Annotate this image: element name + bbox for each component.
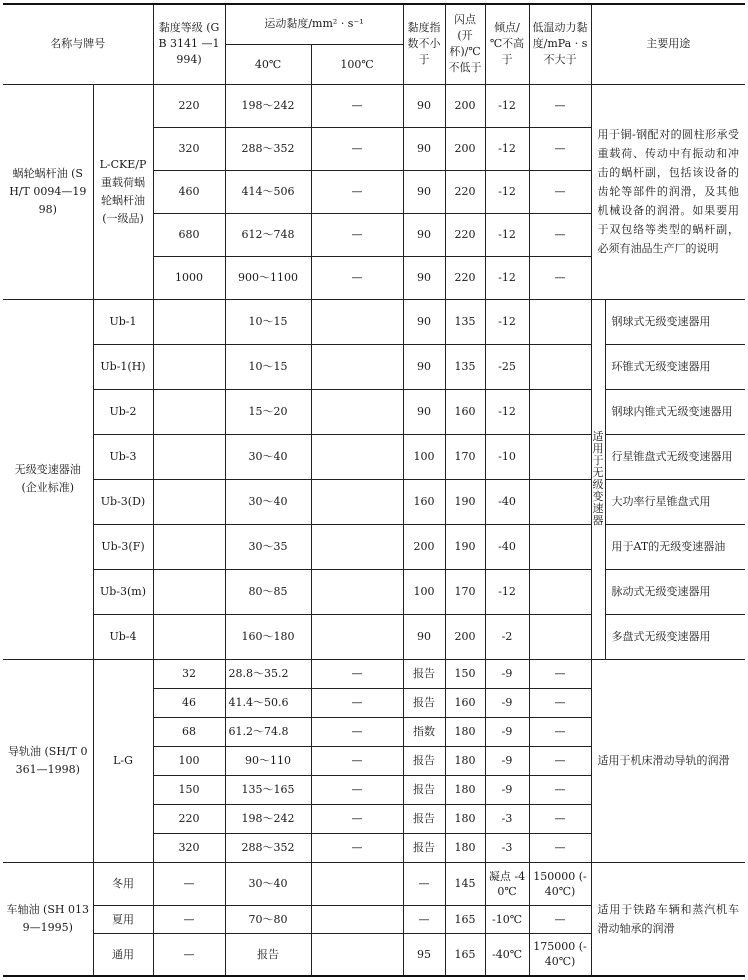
cell-pour: -12 (485, 389, 529, 434)
cell-pour: -9 (485, 746, 529, 775)
table-row (3, 299, 745, 344)
cell-low (529, 524, 591, 569)
section-name-worm: 蜗轮蜗杆油 (SH/T 0094—1998) (3, 84, 93, 299)
use-axle: 适用于铁路车辆和蒸汽机车滑动轴承的润滑 (591, 862, 745, 976)
section-name-axle: 车轴油 (SH 0139—1995) (3, 862, 93, 976)
header-temp-40: 40℃ (225, 44, 311, 84)
cell-flash: 180 (445, 804, 485, 833)
cell-vi: 95 (403, 933, 445, 976)
header-temp-100: 100℃ (311, 44, 403, 84)
cell-vi: 90 (403, 84, 445, 127)
cell-v100 (311, 905, 403, 933)
cell-pour: 凝点 -40℃ (485, 862, 529, 905)
cell-v40: 41.4～50.6 (225, 688, 311, 717)
cell-vi: 100 (403, 434, 445, 479)
cell-pour: -40℃ (485, 933, 529, 976)
cell-vi: 90 (403, 127, 445, 170)
cell-low (529, 344, 591, 389)
cell-flash: 220 (445, 213, 485, 256)
cell-flash: 170 (445, 569, 485, 614)
cell-vi: 指数 (403, 717, 445, 746)
cell-flash: 180 (445, 717, 485, 746)
cell-low: 150000 (-40℃) (529, 862, 591, 905)
cell-v100: — (311, 775, 403, 804)
cell-flash: 220 (445, 256, 485, 299)
cell-low: — (529, 775, 591, 804)
cell-use: 大功率行星锥盘式用 (605, 479, 745, 524)
cell-use: 行星锥盘式无级变速器用 (605, 434, 745, 479)
cell-low: — (529, 127, 591, 170)
cell-low (529, 389, 591, 434)
cell-low: 175000 (-40℃) (529, 933, 591, 976)
cell-pour: -12 (485, 256, 529, 299)
table-row (3, 569, 745, 614)
cell-low: — (529, 213, 591, 256)
cell-grade: 460 (153, 170, 225, 213)
header-viscosity-index: 黏度指数不小于 (403, 4, 445, 84)
header-flash-point: 闪点(开杯)/℃不低于 (445, 4, 485, 84)
cell-flash: 165 (445, 933, 485, 976)
cell-low (529, 614, 591, 659)
cell-v40: 报告 (225, 933, 311, 976)
cell-low: — (529, 170, 591, 213)
cell-v100: — (311, 213, 403, 256)
section-name-guide: 导轨油 (SH/T 0361—1998) (3, 659, 93, 862)
cell-grade: 46 (153, 688, 225, 717)
cell-grade: 220 (153, 84, 225, 127)
table-row (3, 614, 745, 659)
cell-flash: 180 (445, 746, 485, 775)
cell-vi: 90 (403, 213, 445, 256)
cell-pour: -25 (485, 344, 529, 389)
cell-grade (153, 569, 225, 614)
header-viscosity-grade: 黏度等级 (GB 3141 —1994) (153, 4, 225, 84)
cell-pour: -12 (485, 127, 529, 170)
cell-pour: -9 (485, 717, 529, 746)
cell-v40: 30～40 (225, 862, 311, 905)
cell-v40: 288～352 (225, 127, 311, 170)
cell-flash: 190 (445, 479, 485, 524)
cell-vi: 90 (403, 170, 445, 213)
cell-pour: -9 (485, 659, 529, 688)
cell-pour: -12 (485, 569, 529, 614)
cell-v40: 30～40 (225, 479, 311, 524)
cell-v100: — (311, 84, 403, 127)
cell-v100: — (311, 804, 403, 833)
cell-brand: 通用 (93, 933, 153, 976)
cell-v40: 135～165 (225, 775, 311, 804)
cell-vi: 报告 (403, 688, 445, 717)
section-name-cvt: 无级变速器油 (企业标准) (3, 299, 93, 659)
cell-v100 (311, 434, 403, 479)
cell-grade: 680 (153, 213, 225, 256)
cell-brand: Ub-4 (93, 614, 153, 659)
brand-guide: L-G (93, 659, 153, 862)
cell-brand: 夏用 (93, 905, 153, 933)
cell-grade: 1000 (153, 256, 225, 299)
cell-grade (153, 614, 225, 659)
cell-brand: Ub-1(H) (93, 344, 153, 389)
cell-v100 (311, 614, 403, 659)
cell-use: 钢球内锥式无级变速器用 (605, 389, 745, 434)
cell-vi: 100 (403, 569, 445, 614)
cell-v40: 15～20 (225, 389, 311, 434)
cell-low: — (529, 833, 591, 862)
cell-v40: 90～110 (225, 746, 311, 775)
cell-pour: -9 (485, 688, 529, 717)
table-row (3, 862, 745, 905)
cell-flash: 150 (445, 659, 485, 688)
cell-brand: Ub-3(m) (93, 569, 153, 614)
cell-pour: -3 (485, 804, 529, 833)
cell-v100: — (311, 688, 403, 717)
header-pour-point: 倾点/℃不高于 (485, 4, 529, 84)
cell-grade (153, 389, 225, 434)
cell-v100: — (311, 746, 403, 775)
cell-vi: 报告 (403, 833, 445, 862)
cell-use: 多盘式无级变速器用 (605, 614, 745, 659)
cell-vi: 报告 (403, 775, 445, 804)
cell-v40: 10～15 (225, 344, 311, 389)
cell-vi: 90 (403, 299, 445, 344)
cell-v100: — (311, 170, 403, 213)
cell-vi: 90 (403, 614, 445, 659)
cell-low: — (529, 717, 591, 746)
cell-pour: -40 (485, 479, 529, 524)
cell-v100: — (311, 256, 403, 299)
cell-pour: -12 (485, 299, 529, 344)
cell-pour: -40 (485, 524, 529, 569)
cell-brand: Ub-2 (93, 389, 153, 434)
cell-pour: -10℃ (485, 905, 529, 933)
cell-low: — (529, 905, 591, 933)
cell-low: — (529, 659, 591, 688)
cell-v100 (311, 933, 403, 976)
cell-flash: 190 (445, 524, 485, 569)
cell-pour: -12 (485, 213, 529, 256)
cell-low (529, 299, 591, 344)
cell-low: — (529, 256, 591, 299)
table-row (3, 389, 745, 434)
cell-flash: 220 (445, 170, 485, 213)
cell-vi: 报告 (403, 804, 445, 833)
cell-v100 (311, 389, 403, 434)
cell-grade: 68 (153, 717, 225, 746)
cell-v100 (311, 862, 403, 905)
cell-grade (153, 524, 225, 569)
cell-vi: 报告 (403, 746, 445, 775)
cell-grade (153, 479, 225, 524)
cell-vi: 90 (403, 389, 445, 434)
cell-pour: -9 (485, 775, 529, 804)
cell-pour: -12 (485, 84, 529, 127)
use-worm: 用于铜-钢配对的圆柱形承受重载荷、传动中有振动和冲击的蜗杆副，包括该设备的齿轮等部件的润滑，及其他机械设备的润滑。如果要用于双包络等类型的蜗杆副，必须有油品生产厂的说明 (591, 84, 745, 299)
table-row (3, 434, 745, 479)
cell-v40: 160～180 (225, 614, 311, 659)
cell-use: 钢球式无级变速器用 (605, 299, 745, 344)
header-name-brand: 名称与牌号 (3, 4, 153, 84)
cell-grade: 220 (153, 804, 225, 833)
cell-use: 环锥式无级变速器用 (605, 344, 745, 389)
cell-low (529, 434, 591, 479)
cell-grade: 32 (153, 659, 225, 688)
cell-flash: 170 (445, 434, 485, 479)
cell-low: — (529, 688, 591, 717)
header-kinematic-viscosity: 运动黏度/mm² · s⁻¹ (225, 4, 403, 44)
cell-low (529, 569, 591, 614)
cell-grade: — (153, 933, 225, 976)
cell-grade (153, 434, 225, 479)
cell-v40: 80～85 (225, 569, 311, 614)
header-main-use: 主要用途 (591, 4, 745, 84)
cell-v100: — (311, 717, 403, 746)
cell-v40: 28.8～35.2 (225, 659, 311, 688)
cell-grade: 320 (153, 127, 225, 170)
cell-v40: 288～352 (225, 833, 311, 862)
cell-v100 (311, 299, 403, 344)
cell-brand: 冬用 (93, 862, 153, 905)
cell-vi: — (403, 905, 445, 933)
table-row (3, 479, 745, 524)
cell-vi: — (403, 862, 445, 905)
cell-pour: -12 (485, 170, 529, 213)
cell-v100 (311, 569, 403, 614)
cell-brand: Ub-3(F) (93, 524, 153, 569)
brand-worm: L-CKE/P 重载荷蜗轮蜗杆油 (一级品) (93, 84, 153, 299)
cell-pour: -3 (485, 833, 529, 862)
table-row (3, 524, 745, 569)
cell-brand: Ub-3 (93, 434, 153, 479)
cell-v40: 198～242 (225, 804, 311, 833)
cell-grade (153, 299, 225, 344)
cell-grade: 100 (153, 746, 225, 775)
cell-v100 (311, 344, 403, 389)
cell-use: 用于AT的无级变速器油 (605, 524, 745, 569)
cell-flash: 200 (445, 614, 485, 659)
cell-use: 脉动式无级变速器用 (605, 569, 745, 614)
cell-grade: 150 (153, 775, 225, 804)
cell-v40: 10～15 (225, 299, 311, 344)
cell-vi: 报告 (403, 659, 445, 688)
cell-v40: 612～748 (225, 213, 311, 256)
cell-brand: Ub-1 (93, 299, 153, 344)
cell-flash: 200 (445, 84, 485, 127)
cell-v40: 414～506 (225, 170, 311, 213)
cell-flash: 165 (445, 905, 485, 933)
cell-v100 (311, 479, 403, 524)
cell-low: — (529, 84, 591, 127)
cell-grade: — (153, 905, 225, 933)
header-row (3, 4, 745, 44)
cell-grade (153, 344, 225, 389)
cell-flash: 200 (445, 127, 485, 170)
use-guide: 适用于机床滑动导轨的润滑 (591, 659, 745, 862)
table-row (3, 84, 745, 127)
cell-v40: 61.2～74.8 (225, 717, 311, 746)
cell-v100: — (311, 127, 403, 170)
cell-v40: 30～40 (225, 434, 311, 479)
lubricant-spec-table (3, 3, 745, 977)
cell-vi: 90 (403, 256, 445, 299)
table-row (3, 344, 745, 389)
cell-vi: 90 (403, 344, 445, 389)
cell-flash: 135 (445, 299, 485, 344)
header-low-temp-viscosity: 低温动力黏度/mPa · s不大于 (529, 4, 591, 84)
cell-brand: Ub-3(D) (93, 479, 153, 524)
cell-pour: -2 (485, 614, 529, 659)
cell-low: — (529, 804, 591, 833)
cell-grade: 320 (153, 833, 225, 862)
cell-v100: — (311, 659, 403, 688)
cell-grade: — (153, 862, 225, 905)
cvt-applicable-label: 适用于无级变速器 (591, 299, 605, 659)
cell-vi: 160 (403, 479, 445, 524)
cell-flash: 180 (445, 775, 485, 804)
cell-pour: -10 (485, 434, 529, 479)
cell-flash: 180 (445, 833, 485, 862)
cell-vi: 200 (403, 524, 445, 569)
cell-flash: 160 (445, 389, 485, 434)
cell-v40: 30～35 (225, 524, 311, 569)
cell-v100 (311, 524, 403, 569)
cell-flash: 145 (445, 862, 485, 905)
cell-v40: 198～242 (225, 84, 311, 127)
cell-v100: — (311, 833, 403, 862)
cell-flash: 160 (445, 688, 485, 717)
cell-flash: 135 (445, 344, 485, 389)
cell-low: — (529, 746, 591, 775)
table-row (3, 659, 745, 688)
cell-low (529, 479, 591, 524)
cell-v40: 70～80 (225, 905, 311, 933)
cell-v40: 900～1100 (225, 256, 311, 299)
